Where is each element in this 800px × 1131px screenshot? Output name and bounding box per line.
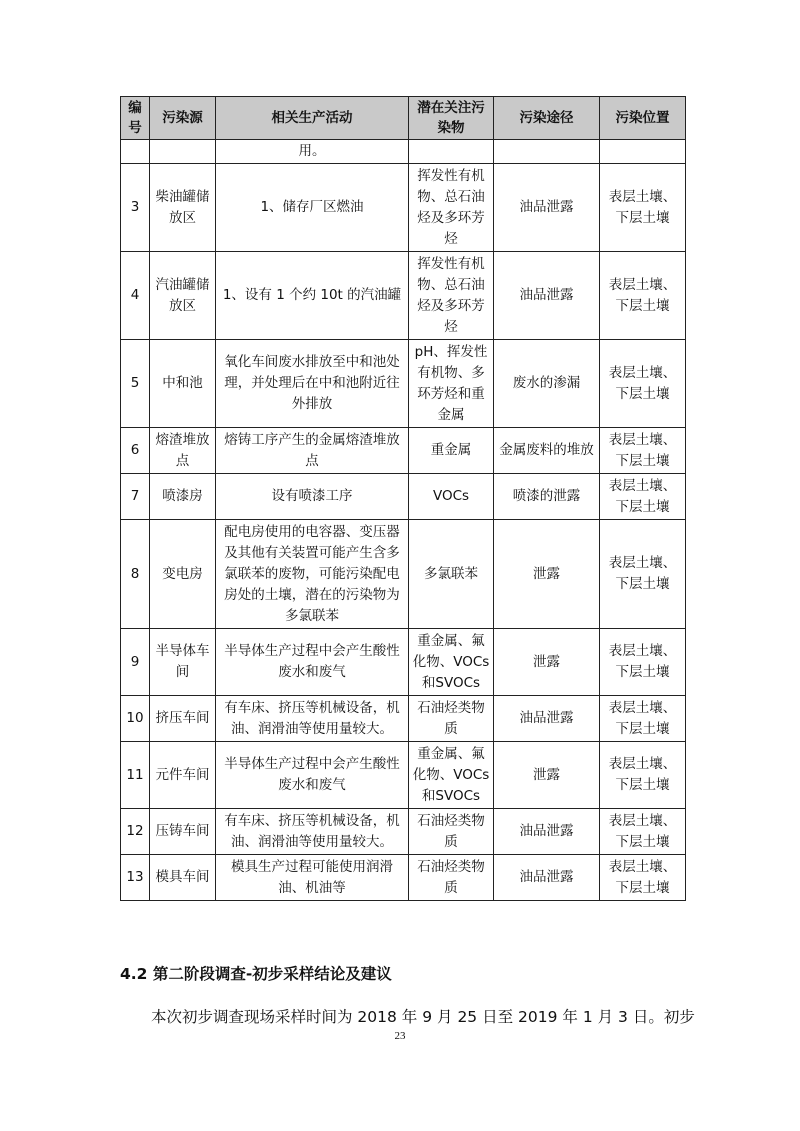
table-cell-source: 熔渣堆放点 xyxy=(150,428,216,474)
table-cell-activity: 有车床、挤压等机械设备，机油、润滑油等使用量较大。 xyxy=(216,809,409,855)
table-cell-source: 变电房 xyxy=(150,520,216,629)
table-row xyxy=(121,520,686,629)
table-cell-no: 13 xyxy=(121,855,150,901)
table-row xyxy=(121,629,686,696)
table-cell-no: 9 xyxy=(121,629,150,696)
table-row xyxy=(121,474,686,520)
table-cell-source: 元件车间 xyxy=(150,742,216,809)
table-cell-no: 10 xyxy=(121,696,150,742)
table-cell xyxy=(121,140,150,164)
table-cell-location: 表层土壤、下层土壤 xyxy=(600,252,686,340)
table-row xyxy=(121,855,686,901)
table-row xyxy=(121,696,686,742)
table-cell-pollutant: 石油烃类物质 xyxy=(409,809,494,855)
header-activity: 相关生产活动 xyxy=(216,97,409,140)
table-cell-pathway: 油品泄露 xyxy=(494,696,600,742)
table-cell-pollutant: VOCs xyxy=(409,474,494,520)
table-cell xyxy=(409,140,494,164)
table-cell-activity: 模具生产过程可能使用润滑油、机油等 xyxy=(216,855,409,901)
table-cell-location: 表层土壤、下层土壤 xyxy=(600,520,686,629)
table-row xyxy=(121,428,686,474)
table-cell-activity: 设有喷漆工序 xyxy=(216,474,409,520)
table-cell-location: 表层土壤、下层土壤 xyxy=(600,340,686,428)
table-cell-activity: 1、储存厂区燃油 xyxy=(216,164,409,252)
table-cell-no: 11 xyxy=(121,742,150,809)
table-cell-location: 表层土壤、下层土壤 xyxy=(600,428,686,474)
table-cell-location: 表层土壤、下层土壤 xyxy=(600,696,686,742)
table-cell-activity: 半导体生产过程中会产生酸性废水和废气 xyxy=(216,742,409,809)
table-cell-no: 8 xyxy=(121,520,150,629)
table-cell-pollutant: pH、挥发性有机物、多环芳烃和重金属 xyxy=(409,340,494,428)
table-row xyxy=(121,164,686,252)
pollution-source-table xyxy=(120,96,686,901)
table-cell-location: 表层土壤、下层土壤 xyxy=(600,742,686,809)
table-cell-no: 4 xyxy=(121,252,150,340)
page-number: 23 xyxy=(394,1030,406,1042)
table-cell-source: 喷漆房 xyxy=(150,474,216,520)
table-cell-activity: 半导体生产过程中会产生酸性废水和废气 xyxy=(216,629,409,696)
table-cell-pathway: 油品泄露 xyxy=(494,164,600,252)
table-cell-source: 模具车间 xyxy=(150,855,216,901)
table-row xyxy=(121,742,686,809)
table-cell-activity: 氧化车间废水排放至中和池处理，并处理后在中和池附近往外排放 xyxy=(216,340,409,428)
table-cell-no: 6 xyxy=(121,428,150,474)
header-no: 编号 xyxy=(121,97,150,140)
table-cell-source: 压铸车间 xyxy=(150,809,216,855)
table-cell-pollutant: 重金属、氟化物、VOCs和SVOCs xyxy=(409,742,494,809)
table-cell-pathway: 泄露 xyxy=(494,742,600,809)
table-cell-pathway: 喷漆的泄露 xyxy=(494,474,600,520)
table-cell-activity: 1、设有 1 个约 10t 的汽油罐 xyxy=(216,252,409,340)
table-cell-no: 3 xyxy=(121,164,150,252)
table-cell-activity: 用。 xyxy=(216,140,409,164)
table-cell-pollutant: 挥发性有机物、总石油烃及多环芳烃 xyxy=(409,164,494,252)
table-cell-pollutant: 挥发性有机物、总石油烃及多环芳烃 xyxy=(409,252,494,340)
table-cell-activity: 熔铸工序产生的金属熔渣堆放点 xyxy=(216,428,409,474)
table-cell-pollutant: 石油烃类物质 xyxy=(409,696,494,742)
table-cell-pathway: 油品泄露 xyxy=(494,855,600,901)
table-cell-pathway: 泄露 xyxy=(494,520,600,629)
table-cell-pathway: 泄露 xyxy=(494,629,600,696)
table-cell xyxy=(600,140,686,164)
continuation-row xyxy=(121,140,686,164)
header-source: 污染源 xyxy=(150,97,216,140)
header-pathway: 污染途径 xyxy=(494,97,600,140)
table-cell-no: 5 xyxy=(121,340,150,428)
table-cell-pollutant: 重金属、氟化物、VOCs和SVOCs xyxy=(409,629,494,696)
table-cell-pathway: 油品泄露 xyxy=(494,809,600,855)
header-pollutant: 潜在关注污染物 xyxy=(409,97,494,140)
table-cell-source: 挤压车间 xyxy=(150,696,216,742)
table-header-row xyxy=(121,97,686,140)
section-heading: 4.2 第二阶段调查-初步采样结论及建议 xyxy=(120,965,392,983)
table-row xyxy=(121,809,686,855)
table-cell-source: 汽油罐储放区 xyxy=(150,252,216,340)
table-cell-activity: 配电房使用的电容器、变压器及其他有关装置可能产生含多氯联苯的废物，可能污染配电房处的土壤，潜在的污染物为多氯联苯 xyxy=(216,520,409,629)
table-cell-pathway: 金属废料的堆放 xyxy=(494,428,600,474)
table-cell-pathway: 油品泄露 xyxy=(494,252,600,340)
table-row xyxy=(121,340,686,428)
table-row xyxy=(121,252,686,340)
table-cell-no: 12 xyxy=(121,809,150,855)
table-cell-location: 表层土壤、下层土壤 xyxy=(600,629,686,696)
table-cell-pollutant: 多氯联苯 xyxy=(409,520,494,629)
table-cell-location: 表层土壤、下层土壤 xyxy=(600,164,686,252)
table-cell-location: 表层土壤、下层土壤 xyxy=(600,474,686,520)
table-cell-pollutant: 重金属 xyxy=(409,428,494,474)
table-cell-source: 中和池 xyxy=(150,340,216,428)
table-cell-source: 柴油罐储放区 xyxy=(150,164,216,252)
header-location: 污染位置 xyxy=(600,97,686,140)
body-paragraph: 本次初步调查现场采样时间为 2018 年 9 月 25 日至 2019 年 1 月 3 日。初步 xyxy=(151,1008,695,1026)
table-cell-location: 表层土壤、下层土壤 xyxy=(600,855,686,901)
table-cell-pathway: 废水的渗漏 xyxy=(494,340,600,428)
table-cell-location: 表层土壤、下层土壤 xyxy=(600,809,686,855)
table-cell-pollutant: 石油烃类物质 xyxy=(409,855,494,901)
table-cell-no: 7 xyxy=(121,474,150,520)
table-cell xyxy=(494,140,600,164)
table-cell-activity: 有车床、挤压等机械设备，机油、润滑油等使用量较大。 xyxy=(216,696,409,742)
table-cell-source: 半导体车间 xyxy=(150,629,216,696)
table-cell xyxy=(150,140,216,164)
